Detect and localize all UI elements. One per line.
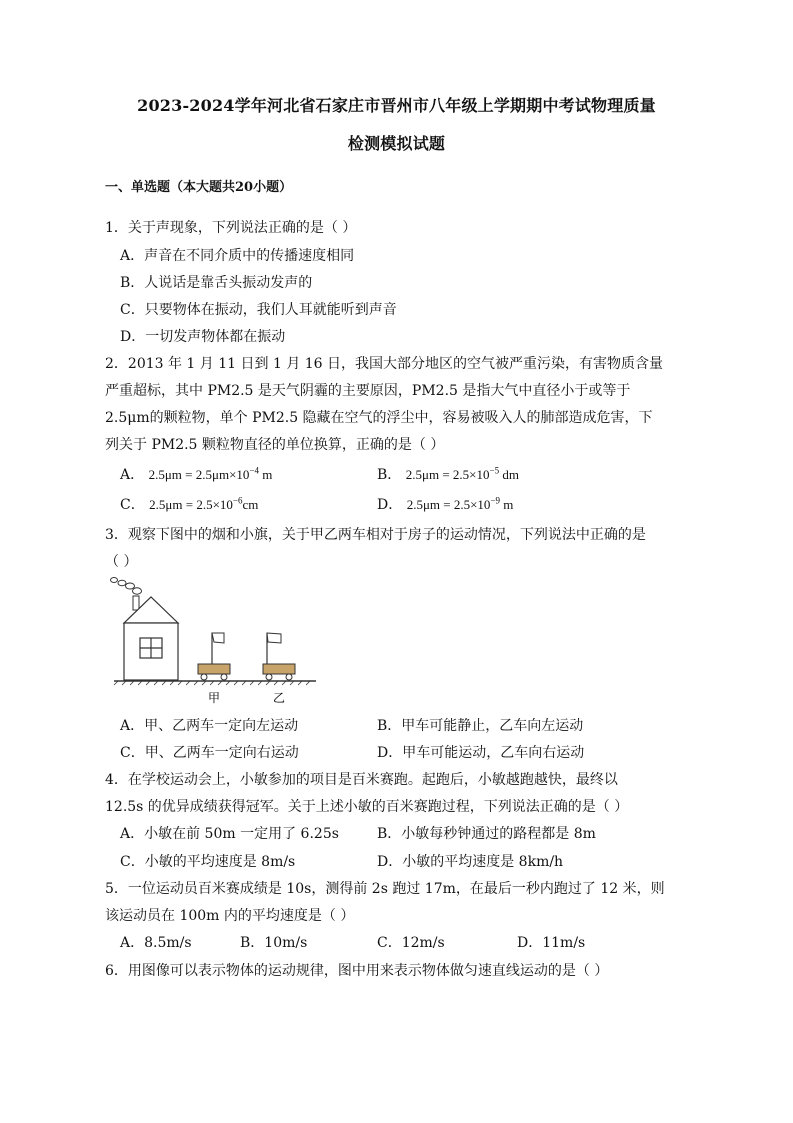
q3-option-d: D．甲车可能运动，乙车向右运动 — [377, 745, 585, 761]
q1-stem: 1．关于声现象，下列说法正确的是（ ） — [105, 220, 357, 236]
q2-option-c-label: C． — [120, 497, 145, 513]
chimney — [133, 596, 139, 610]
q2-option-b-unit: dm — [499, 467, 519, 482]
q1-option-a: A．声音在不同介质中的传播速度相同 — [120, 248, 355, 264]
q3-option-b: B．甲车可能静止，乙车向左运动 — [377, 718, 584, 734]
q2-option-a-unit: m — [258, 467, 273, 482]
q2-option-c — [120, 494, 258, 514]
q4-option-a: A．小敏在前 50m 一定用了 6.25s — [120, 826, 339, 842]
label-jia: 甲 — [207, 691, 221, 705]
wheel-icon — [266, 674, 272, 680]
q2-stem-line2: 严重超标，其中 PM2.5 是天气阴霾的主要原因，PM2.5 是指大气中直径小于或等于 — [105, 383, 631, 399]
q1-option-d: D．一切发声物体都在振动 — [120, 329, 286, 345]
q5-option-b: B．10m/s — [240, 935, 308, 951]
q2-option-d-exponent: −9 — [490, 495, 501, 506]
q5-stem-line2: 该运动员在 100m 内的平均速度是（ ） — [105, 908, 355, 924]
q2-option-b-base: 2.5μm = 2.5×10 — [405, 467, 490, 482]
q1-option-c: C．只要物体在振动，我们人耳就能听到声音 — [120, 302, 397, 318]
q2-stem-line3: 2.5μm的颗粒物，单个 PM2.5 隐藏在空气的浮尘中，容易被吸入人的肺部造成危害，下 — [105, 410, 653, 426]
q4-stem-line2: 12.5s 的优异成绩获得冠军。关于上述小敏的百米赛跑过程，下列说法正确的是（ ） — [105, 799, 629, 815]
q2-option-c-unit: cm — [242, 497, 259, 512]
section-heading: 一、单选题（本大题共20小题） — [105, 180, 293, 195]
q5-option-c: C．12m/s — [377, 935, 445, 951]
q2-option-d — [377, 494, 513, 514]
q2-option-d-unit: m — [500, 497, 514, 512]
q5-stem-line1: 5．一位运动员百米赛成绩是 10s，测得前 2s 跑过 17m，在最后一秒内跑过了 12 米，则 — [105, 881, 665, 897]
house-and-carts-diagram — [110, 576, 320, 708]
q3-stem-line2: （ ） — [105, 554, 138, 570]
q3-stem-line1: 3．观察下图中的烟和小旗，关于甲乙两车相对于房子的运动情况，下列说法中正确的是 — [105, 527, 646, 543]
q2-option-b-label: B． — [377, 467, 402, 483]
document-title-line2: 检测模拟试题 — [347, 134, 446, 153]
q2-option-a-label: A． — [120, 467, 145, 483]
smoke-puff-icon — [111, 578, 118, 583]
q3-figure — [110, 576, 320, 708]
wheel-icon — [201, 674, 207, 680]
q3-option-c: C．甲、乙两车一定向右运动 — [120, 745, 299, 761]
q2-option-a-exponent: −4 — [249, 465, 259, 476]
smoke-puff-icon — [133, 588, 142, 594]
q4-stem-line1: 4．在学校运动会上，小敏参加的项目是百米赛跑。起跑后，小敏越跑越快，最终以 — [105, 772, 618, 788]
flag-yi-icon — [267, 633, 281, 643]
document-title-line1: 2023-2024学年河北省石家庄市晋州市八年级上学期期中考试物理质量 — [137, 96, 656, 115]
q2-stem-line4: 列关于 PM2.5 颗粒物直径的单位换算，正确的是（ ） — [105, 437, 445, 453]
smoke-puff-icon — [118, 580, 126, 586]
q4-option-b: B．小敏每秒钟通过的路程都是 8m — [377, 826, 596, 842]
q2-option-c-exponent: −6 — [232, 495, 243, 506]
q1-option-b: B．人说话是靠舌头振动发声的 — [120, 275, 313, 291]
q2-option-a-base: 2.5μm = 2.5μm×10 — [148, 467, 250, 482]
q2-option-b — [377, 464, 519, 484]
q6-stem: 6．用图像可以表示物体的运动规律，图中用来表示物体做匀速直线运动的是（ ） — [105, 963, 609, 979]
flag-jia-icon — [212, 633, 224, 643]
q5-option-a: A．8.5m/s — [120, 935, 192, 951]
cart-yi — [263, 664, 295, 674]
q2-option-c-base: 2.5μm = 2.5×10 — [149, 497, 233, 512]
q2-option-d-label: D． — [377, 497, 403, 513]
wheel-icon — [221, 674, 227, 680]
house-roof — [124, 597, 178, 623]
q4-option-c: C．小敏的平均速度是 8m/s — [120, 854, 296, 870]
q2-option-b-exponent: −5 — [489, 465, 500, 476]
smoke-puff-icon — [126, 583, 135, 589]
wheel-icon — [286, 674, 292, 680]
q5-option-d: D．11m/s — [517, 935, 586, 951]
q4-option-d: D．小敏的平均速度是 8km/h — [377, 854, 564, 870]
q2-stem-line1: 2．2013 年 1 月 11 日到 1 月 16 日，我国大部分地区的空气被严重污染，有害物质含量 — [105, 356, 664, 372]
cart-jia — [198, 664, 230, 674]
label-yi: 乙 — [272, 691, 286, 705]
q3-option-a: A．甲、乙两车一定向左运动 — [120, 718, 299, 734]
q2-option-d-base: 2.5μm = 2.5×10 — [406, 497, 491, 512]
q2-option-a — [120, 464, 272, 484]
